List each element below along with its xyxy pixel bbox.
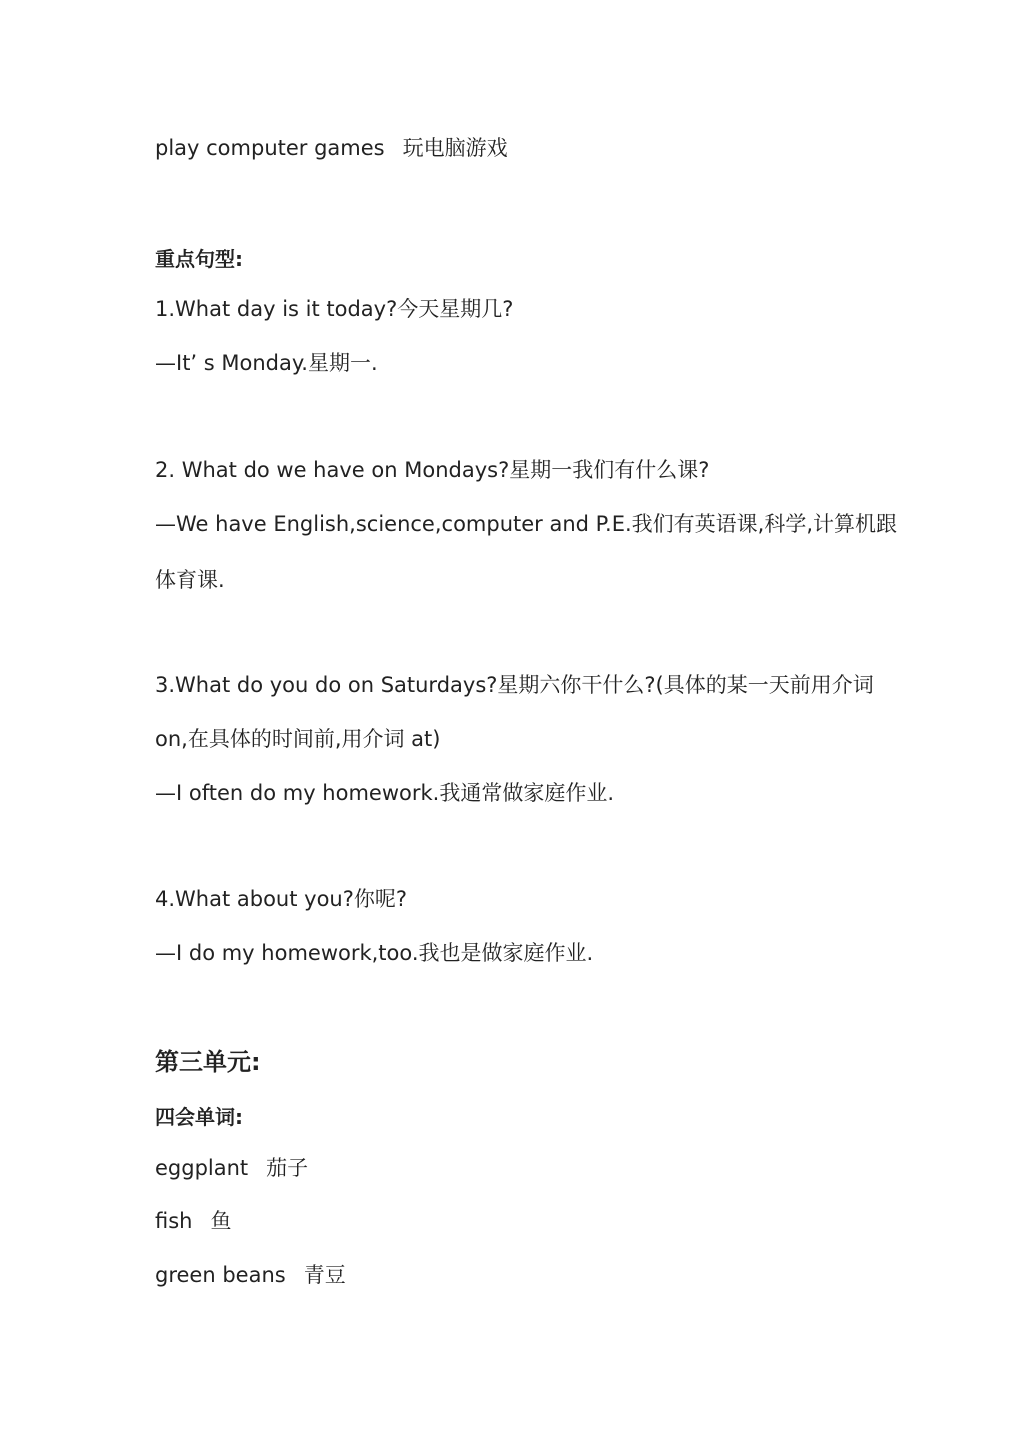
vocab-english: eggplant — [155, 1156, 249, 1180]
vocab-item-green-beans — [155, 1261, 346, 1289]
vocab-chinese: 青豆 — [303, 1263, 346, 1287]
vocab-chinese: 玩电脑游戏 — [402, 136, 508, 160]
vocab-item-eggplant — [155, 1154, 308, 1182]
sentence-2-answer-line-1: —We have English,science,computer and P.E.我们有英语课,科学,计算机跟 — [155, 512, 898, 536]
sentence-2-answer-line-2: 体育课. — [155, 568, 225, 592]
vocab-chinese: 鱼 — [210, 1209, 232, 1233]
vocab-english: green beans — [155, 1263, 286, 1287]
sentence-3-question-line-1: 3.What do you do on Saturdays?星期六你干什么?(具体的某一天前用介词 — [155, 673, 874, 697]
sentence-1-question: 1.What day is it today?今天星期几? — [155, 297, 514, 321]
sentence-3-answer: —I often do my homework.我通常做家庭作业. — [155, 781, 614, 805]
sentence-4-answer: —I do my homework,too.我也是做家庭作业. — [155, 941, 594, 965]
sentence-4-question: 4.What about you?你呢? — [155, 887, 408, 911]
vocab-chinese: 茄子 — [266, 1156, 309, 1180]
four-skills-words-heading: 四会单词: — [155, 1105, 243, 1129]
vocab-english: fish — [155, 1209, 193, 1233]
sentence-2-question: 2. What do we have on Mondays?星期一我们有什么课? — [155, 458, 710, 482]
sentence-3-question-line-2: on,在具体的时间前,用介词 at) — [155, 727, 441, 751]
vocab-english: play computer games — [155, 136, 385, 160]
key-sentences-heading: 重点句型: — [155, 247, 243, 271]
vocab-item-play-computer-games — [155, 134, 508, 162]
vocab-item-fish — [155, 1207, 231, 1235]
unit-3-heading: 第三单元: — [155, 1048, 261, 1076]
sentence-1-answer: —It’ s Monday.星期一. — [155, 351, 378, 375]
